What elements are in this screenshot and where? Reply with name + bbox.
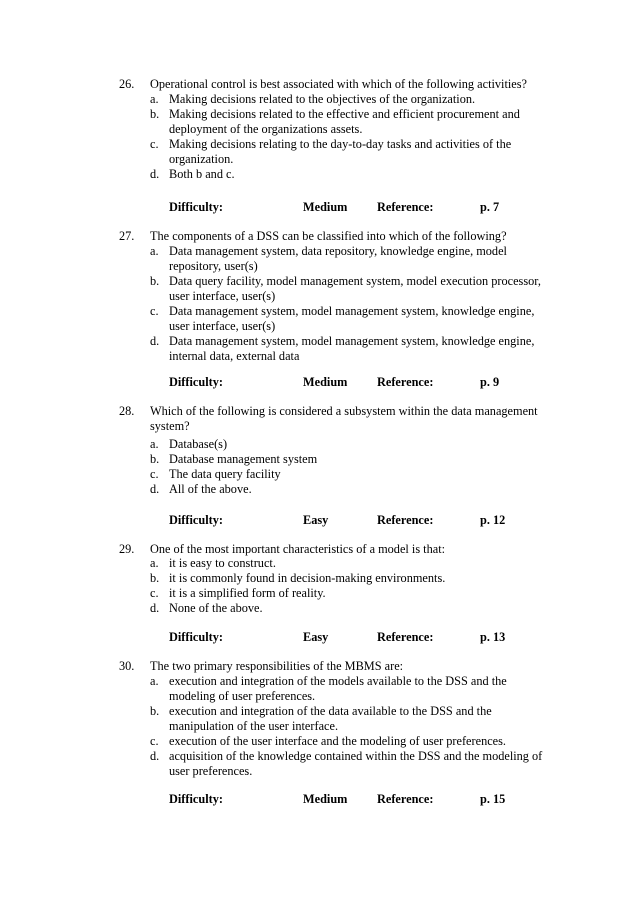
- option-text-line: Data management system, model management system, knowledge engine,: [169, 304, 535, 318]
- option-letter: a.: [150, 244, 159, 258]
- option-text-line: Data management system, data repository, knowledge engine, model: [169, 244, 507, 258]
- option-letter: c.: [150, 467, 159, 481]
- option-text-line: Database management system: [169, 452, 318, 466]
- option-text-line: manipulation of the user interface.: [169, 719, 339, 733]
- option-letter: a.: [150, 92, 159, 106]
- option-letter: c.: [150, 734, 159, 748]
- difficulty-label: Difficulty:: [169, 630, 223, 644]
- option-text-line: user preferences.: [169, 764, 253, 778]
- reference-value: p. 13: [480, 630, 506, 644]
- difficulty-label: Difficulty:: [169, 200, 223, 214]
- difficulty-value: Medium: [303, 375, 348, 389]
- reference-value: p. 7: [480, 200, 500, 214]
- option-letter: c.: [150, 304, 159, 318]
- option-text-line: Making decisions relating to the day-to-day tasks and activities of the: [169, 137, 512, 151]
- difficulty-label: Difficulty:: [169, 513, 223, 527]
- question-stem-line: system?: [150, 419, 190, 433]
- option-letter: b.: [150, 704, 160, 718]
- option-text-line: Data management system, model management system, knowledge engine,: [169, 334, 535, 348]
- option-text-line: deployment of the organizations assets.: [169, 122, 363, 136]
- option-text-line: user interface, user(s): [169, 289, 276, 303]
- option-text-line: modeling of user preferences.: [169, 689, 316, 703]
- option-letter: b.: [150, 107, 160, 121]
- question-number: 27.: [119, 229, 135, 243]
- option-letter: b.: [150, 274, 160, 288]
- option-text-line: acquisition of the knowledge contained within the DSS and the modeling of: [169, 749, 543, 763]
- option-text-line: Making decisions related to the effective and efficient procurement and: [169, 107, 520, 121]
- reference-value: p. 12: [480, 513, 506, 527]
- question-number: 29.: [119, 542, 135, 556]
- question-stem-line: Which of the following is considered a subsystem within the data management: [150, 404, 538, 418]
- option-text-line: Database(s): [169, 437, 228, 451]
- reference-value: p. 9: [480, 375, 500, 389]
- question-stem-line: The components of a DSS can be classified into which of the following?: [150, 229, 507, 243]
- difficulty-label: Difficulty:: [169, 792, 223, 806]
- option-letter: b.: [150, 571, 160, 585]
- option-text-line: it is a simplified form of reality.: [169, 586, 326, 600]
- option-letter: a.: [150, 437, 159, 451]
- reference-label: Reference:: [377, 375, 434, 389]
- option-text-line: it is commonly found in decision-making environments.: [169, 571, 446, 585]
- option-text-line: execution and integration of the data available to the DSS and the: [169, 704, 492, 718]
- question-stem-line: The two primary responsibilities of the MBMS are:: [150, 659, 404, 673]
- option-letter: d.: [150, 749, 160, 763]
- question-number: 26.: [119, 77, 135, 91]
- option-text-line: internal data, external data: [169, 349, 300, 363]
- reference-label: Reference:: [377, 513, 434, 527]
- option-text-line: execution and integration of the models available to the DSS and the: [169, 674, 507, 688]
- option-text-line: All of the above.: [169, 482, 252, 496]
- option-text-line: Making decisions related to the objectives of the organization.: [169, 92, 476, 106]
- option-text-line: repository, user(s): [169, 259, 258, 273]
- question-stem-line: One of the most important characteristics of a model is that:: [150, 542, 446, 556]
- option-letter: d.: [150, 167, 160, 181]
- option-text-line: organization.: [169, 152, 234, 166]
- option-text-line: The data query facility: [169, 467, 281, 481]
- question-number: 30.: [119, 659, 135, 673]
- difficulty-label: Difficulty:: [169, 375, 223, 389]
- reference-label: Reference:: [377, 200, 434, 214]
- question-stem-line: Operational control is best associated with which of the following activities?: [150, 77, 528, 91]
- option-text-line: None of the above.: [169, 601, 263, 615]
- option-letter: d.: [150, 482, 160, 496]
- option-letter: d.: [150, 334, 160, 348]
- difficulty-value: Medium: [303, 792, 348, 806]
- option-letter: a.: [150, 674, 159, 688]
- option-letter: d.: [150, 601, 160, 615]
- option-text-line: execution of the user interface and the modeling of user preferences.: [169, 734, 506, 748]
- reference-value: p. 15: [480, 792, 506, 806]
- option-letter: b.: [150, 452, 160, 466]
- option-letter: a.: [150, 556, 159, 570]
- option-text-line: it is easy to construct.: [169, 556, 276, 570]
- question-number: 28.: [119, 404, 135, 418]
- option-letter: c.: [150, 586, 159, 600]
- option-letter: c.: [150, 137, 159, 151]
- difficulty-value: Medium: [303, 200, 348, 214]
- option-text-line: Both b and c.: [169, 167, 235, 181]
- reference-label: Reference:: [377, 792, 434, 806]
- reference-label: Reference:: [377, 630, 434, 644]
- option-text-line: user interface, user(s): [169, 319, 276, 333]
- difficulty-value: Easy: [303, 630, 329, 644]
- difficulty-value: Easy: [303, 513, 329, 527]
- option-text-line: Data query facility, model management system, model execution processor,: [169, 274, 541, 288]
